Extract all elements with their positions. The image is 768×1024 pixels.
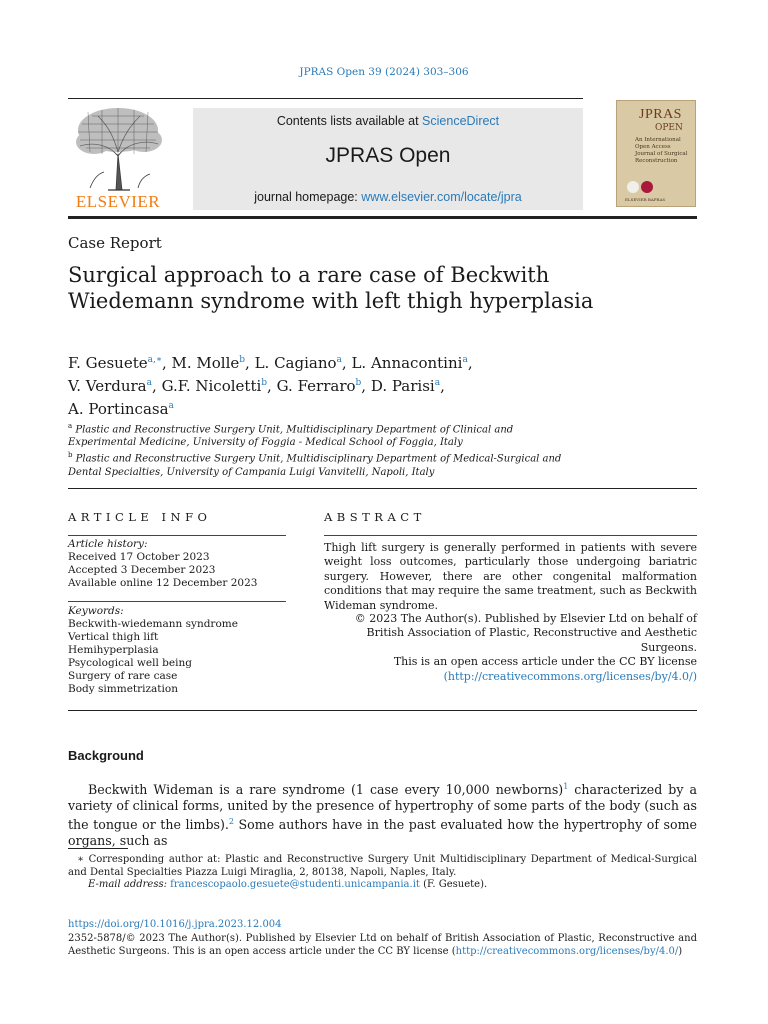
abstract-copyright-block [324,612,697,684]
affiliation-mark: b [68,451,73,460]
journal-title: JPRAS Open [325,144,451,167]
body-text: characterized by a variety of clinical forms, united by the presence of hypertrophy of some parts of the body (such as the tongue or the limbs). [68,782,697,833]
abstract-license-link[interactable]: (http://creativecommons.org/licenses/by/4.0/) [443,669,697,683]
author-name: F. Gesuete [68,354,148,372]
abstract-copyright: © 2023 The Author(s). Published by Elsevier Ltd on behalf of British Association of Plastic, Reconstructive and Aesthetic Surgeons. [354,612,697,654]
section-heading-background: Background [68,748,144,763]
contents-prefix: Contents lists available at [276,114,423,128]
footnote-rule [68,848,128,849]
journal-cover-thumbnail[interactable] [616,100,696,207]
keyword: Psycological well being [68,657,192,669]
author-separator: , [161,354,172,372]
footer-license-link[interactable]: http://creativecommons.org/licenses/by/4.0/ [455,946,679,957]
doi-link[interactable]: https://doi.org/10.1016/j.jpra.2023.12.004 [68,919,282,930]
email-owner: (F. Gesuete). [419,879,488,890]
elsevier-wordmark: ELSEVIER [75,192,161,211]
email-line [88,879,487,890]
affiliation-mark: a [68,422,73,430]
cover-title: JPRAS [639,107,682,122]
homepage-line [193,190,583,204]
reference-link-1[interactable]: 1 [563,782,569,791]
cover-society-logo-icon [641,181,653,193]
header-thick-rule [68,216,697,219]
author-separator: , [245,354,255,372]
abstract-heading: ABSTRACT [324,510,426,524]
author-name: L. Cagiano [254,354,337,372]
author-affiliation-link[interactable]: b [261,378,268,388]
history-accepted: Accepted 3 December 2023 [68,564,216,576]
journal-masthead [193,108,583,210]
article-info-rule [68,535,286,536]
abstract-rule [324,535,697,536]
affiliation-a [68,420,568,449]
article-type: Case Report [68,234,162,252]
author-name: G. Ferraro [276,377,356,395]
email-label: E-mail address: [88,879,171,890]
section-rule [68,488,697,489]
section-rule [68,710,697,711]
keyword: Hemihyperplasia [68,644,159,656]
cover-emblem-icon [627,181,639,193]
reference-link-2[interactable]: 2 [228,817,234,827]
footer-copyright-text: 2352-5878/© 2023 The Author(s). Published by Elsevier Ltd on behalf of British Association of Plastic, Reconstructive and Aesthetic Surgeons. This is an open access article under the CC BY license ( [68,933,697,957]
author-affiliation-link[interactable]: a,∗ [147,355,162,365]
author-name: G.F. Nicoletti [161,377,262,395]
author-affiliation-link[interactable]: a [434,378,441,388]
journal-homepage-link[interactable]: www.elsevier.com/locate/jpra [361,190,522,204]
cover-subtitle: An International Open Access Journal of Surgical Reconstruction [635,137,688,164]
author-separator: , [267,377,277,395]
history-online: Available online 12 December 2023 [68,577,258,589]
affiliations [68,420,568,479]
article-history [68,538,286,590]
homepage-prefix: journal homepage: [254,190,362,204]
article-title: Surgical approach to a rare case of Beckwith Wiedemann syndrome with left thigh hyperplasia [68,263,594,313]
cover-footer: ELSEVIER BAPRAS [625,197,666,202]
contents-line [193,114,583,128]
keyword: Body simmetrization [68,683,178,695]
author-affiliation-link[interactable]: a [462,355,468,365]
affiliation-text: Plastic and Reconstructive Surgery Unit, Multidisciplinary Department of Clinical and Experimental Medicine, University of Foggia - Medical School of Foggia, Italy [68,424,514,449]
keywords-list [68,605,286,696]
author-affiliation-link[interactable]: a [336,355,342,365]
author-list [68,350,608,419]
journal-reference-link[interactable]: JPRAS Open 39 (2024) 303–306 [299,66,469,78]
author-name: L. Annacontini [351,354,463,372]
author-separator: , [440,377,445,395]
footer-copyright-end: ) [678,946,683,957]
author-name: A. Portincasa [68,400,169,418]
corresponding-author-footnote [68,853,697,879]
affiliation-text: Plastic and Reconstructive Surgery Unit, Multidisciplinary Department of Medical-Surgical and Dental Specialties, University of Campania Luigi Vanvitelli, Napoli, Italy [68,453,562,478]
author-separator: , [152,377,162,395]
author-name: V. Verdura [68,377,147,395]
author-separator: , [361,377,371,395]
history-received: Received 17 October 2023 [68,551,210,563]
footer-copyright [68,932,697,958]
author-affiliation-link[interactable]: b [239,355,246,365]
keyword: Surgery of rare case [68,670,178,682]
author-separator: , [467,354,473,372]
author-affiliation-link[interactable]: a [146,378,153,388]
abstract-text: Thigh lift surgery is generally performed in patients with severe weight loss outcomes, particularly those undergoing bariatric surgery. However, there are other congenital malformation conditions that may require the same treatment, such as Beckwith Wideman syndrome. [324,541,697,612]
history-label: Article history: [68,538,148,550]
tree-illustration-icon [68,104,168,192]
author-separator: , [341,354,352,372]
author-affiliation-link[interactable]: b [355,378,362,388]
keywords-label: Keywords: [68,605,124,617]
author-email-link[interactable]: francescopaolo.gesuete@studenti.unicampania.it [170,879,420,890]
keyword: Vertical thigh lift [68,631,159,643]
keyword: Beckwith-wiedemann syndrome [68,618,238,630]
author-name: M. Molle [171,354,240,372]
cover-title-open: OPEN [655,123,683,133]
article-info-heading: ARTICLE INFO [68,510,212,524]
author-name: D. Parisi [370,377,435,395]
body-text: Beckwith Wideman is a rare syndrome (1 case every 10,000 newborns) [88,782,564,798]
footnote-mark: ∗ [77,854,85,865]
header-rule [68,98,583,99]
sciencedirect-link[interactable]: ScienceDirect [422,114,500,128]
abstract-license-text: This is an open access article under the CC BY license [393,655,697,669]
body-text: Some authors have in the past evaluated how the hypertrophy of some organs, such as [68,817,697,849]
body-paragraph [68,779,697,849]
author-affiliation-link[interactable]: a [168,401,174,411]
keywords-rule [68,601,286,602]
footnote-text: Corresponding author at: Plastic and Reconstructive Surgery Unit Multidisciplinary Department of Medical-Surgical and Dental Specialties Piazza Luigi Miraglia, 2, 80138, Napoli, Naples, Italy. [68,854,697,878]
affiliation-b [68,449,568,478]
